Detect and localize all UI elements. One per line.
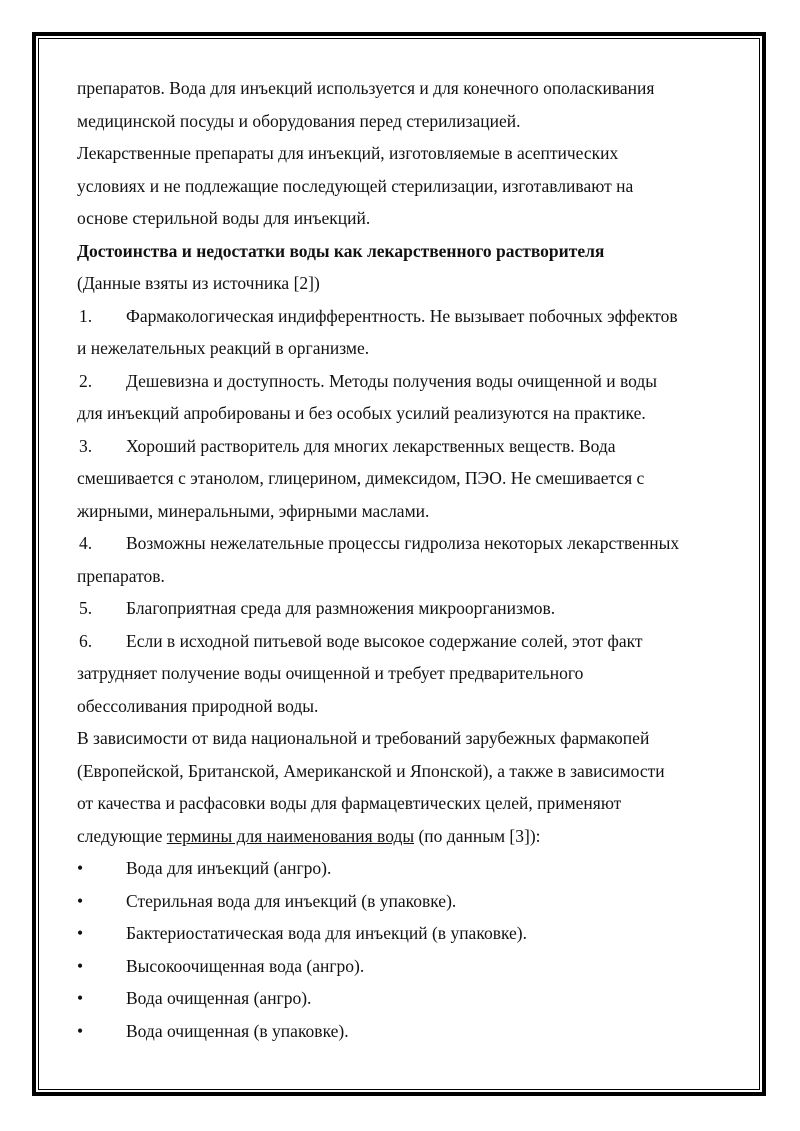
intro-line: основе стерильной воды для инъекций. xyxy=(77,208,371,228)
bullet-text: Вода для инъекций (ангро). xyxy=(126,858,332,878)
paragraph-line: В зависимости от вида национальной и требований зарубежных фармакопей xyxy=(77,728,650,748)
list-item-continuation: смешивается с этанолом, глицерином, димексидом, ПЭО. Не смешивается с xyxy=(77,468,645,488)
bullet-item xyxy=(77,982,737,1015)
bullet-item xyxy=(77,950,737,983)
list-item-continuation: затрудняет получение воды очищенной и требует предварительного xyxy=(77,663,584,683)
list-item-continuation: препаратов. xyxy=(77,565,165,586)
paragraph-line: от качества и расфасовки воды для фармацевтических целей, применяют xyxy=(77,793,622,813)
list-item-continuation: для инъекций апробированы и без особых усилий реализуются на практике. xyxy=(77,403,646,423)
list-item-continuation: жирными, минеральными, эфирными маслами. xyxy=(77,500,430,521)
document-body xyxy=(77,72,737,1047)
list-item-text: Если в исходной питьевой воде высокое содержание солей, этот факт xyxy=(126,630,643,651)
list-item-continuation: обессоливания природной воды. xyxy=(77,695,319,716)
list-item-number: 5. xyxy=(79,598,93,618)
bullet-item xyxy=(77,852,737,885)
list-item-text: Хороший растворитель для многих лекарственных веществ. Вода xyxy=(126,435,616,456)
paragraph-text: следующие xyxy=(77,825,167,846)
intro-line: Лекарственные препараты для инъекций, изготовляемые в асептических xyxy=(77,143,619,163)
paragraph-line xyxy=(77,820,737,853)
list-item xyxy=(77,365,737,398)
list-item xyxy=(77,430,737,463)
bullet-item xyxy=(77,885,737,918)
bullet-text: Бактериостатическая вода для инъекций (в упаковке). xyxy=(126,923,527,943)
bullet-text: Вода очищенная (в упаковке). xyxy=(126,1020,349,1041)
paragraph-text: (по данным [3]): xyxy=(414,825,541,846)
bullet-text: Стерильная вода для инъекций (в упаковке). xyxy=(126,890,457,911)
list-item-text: Дешевизна и доступность. Методы получения воды очищенной и воды xyxy=(126,370,658,391)
list-item xyxy=(77,300,737,333)
list-item-number: 2. xyxy=(79,370,93,391)
list-item-number: 1. xyxy=(79,305,93,326)
bullet-item xyxy=(77,917,737,950)
bullet-icon: • xyxy=(77,858,84,878)
bullet-icon: • xyxy=(77,890,84,911)
list-item-text: Фармакологическая индифферентность. Не вызывает побочных эффектов xyxy=(126,305,678,326)
list-item-number: 3. xyxy=(79,435,93,456)
intro-line: условиях и не подлежащие последующей стерилизации, изготавливают на xyxy=(77,175,634,196)
bullet-icon: • xyxy=(77,988,84,1008)
terms-link[interactable]: термины для наименования воды xyxy=(166,825,415,846)
source-note: (Данные взяты из источника [2]) xyxy=(77,273,320,293)
bullet-icon: • xyxy=(77,955,84,976)
list-item xyxy=(77,625,737,658)
bullet-icon: • xyxy=(77,1020,84,1041)
bullet-text: Вода очищенная (ангро). xyxy=(126,988,312,1008)
list-item xyxy=(77,592,737,625)
bullet-text: Высокоочищенная вода (ангро). xyxy=(126,955,365,976)
paragraph-line: (Европейской, Британской, Американской и Японской), а также в зависимости xyxy=(77,760,665,781)
section-heading: Достоинства и недостатки воды как лекарственного растворителя xyxy=(77,240,605,261)
list-item-number: 6. xyxy=(79,630,93,651)
list-item-continuation: и нежелательных реакций в организме. xyxy=(77,338,370,358)
intro-line: медицинской посуды и оборудования перед стерилизацией. xyxy=(77,110,521,131)
list-item-text: Возможны нежелательные процессы гидролиза некоторых лекарственных xyxy=(126,533,680,553)
list-item-text: Благоприятная среда для размножения микроорганизмов. xyxy=(126,598,556,618)
bullet-icon: • xyxy=(77,923,84,943)
intro-line: препаратов. Вода для инъекций используется и для конечного ополаскивания xyxy=(77,78,655,98)
list-item xyxy=(77,527,737,560)
bullet-item xyxy=(77,1015,737,1048)
list-item-number: 4. xyxy=(79,533,93,553)
